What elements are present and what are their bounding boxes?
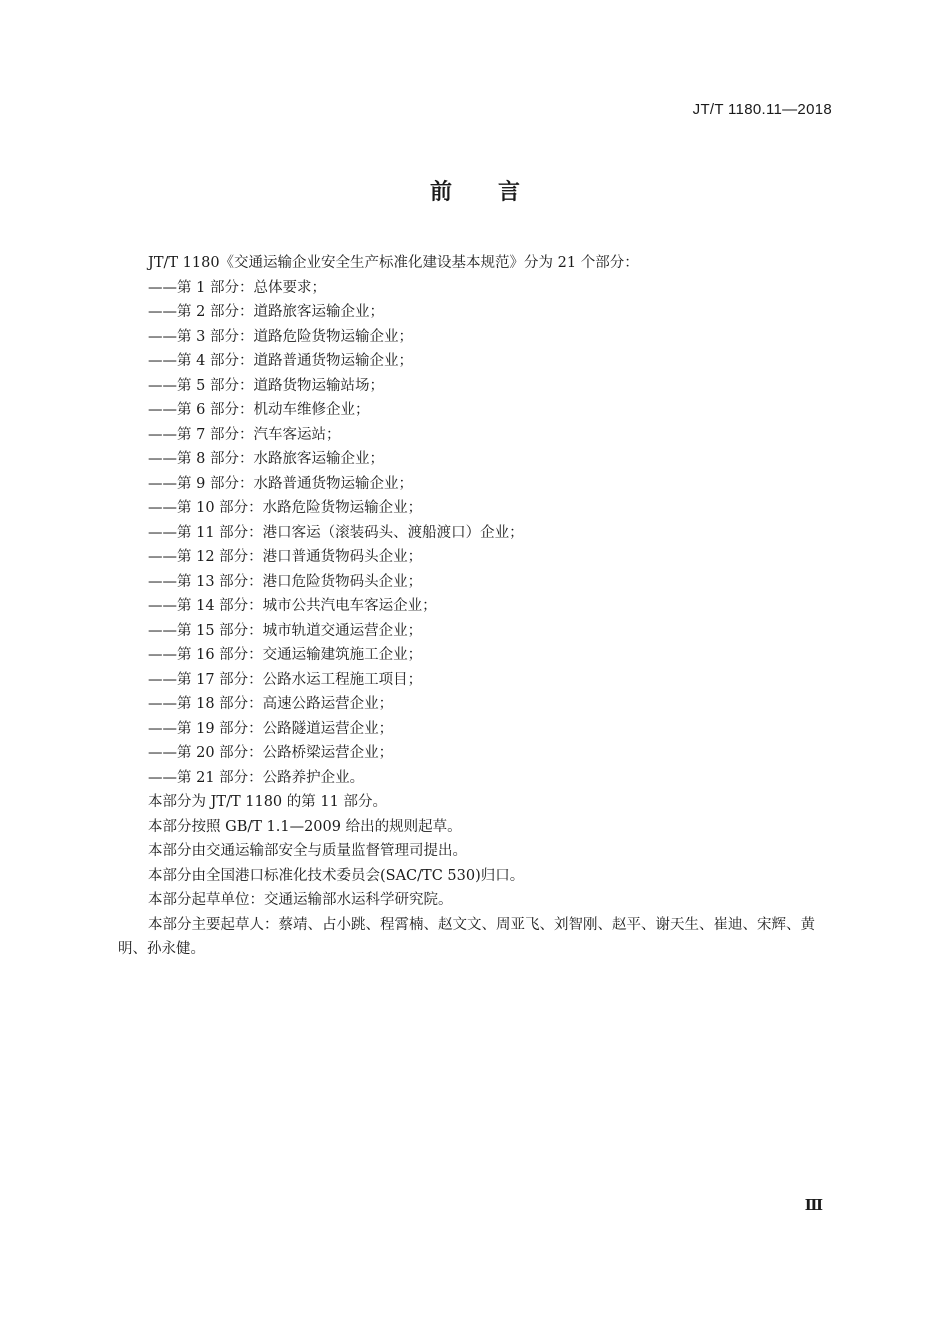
- list-item: ——第 16 部分：交通运输建筑施工企业；: [148, 647, 423, 663]
- part-of-statement: 本部分为 JT/T 1180 的第 11 部分。: [148, 794, 387, 810]
- list-item: ——第 6 部分：机动车维修企业；: [148, 402, 370, 418]
- list-item: ——第 14 部分：城市公共汽电车客运企业；: [148, 598, 437, 614]
- page-number: Ⅲ: [804, 1196, 823, 1214]
- list-item: ——第 7 部分：汽车客运站；: [148, 426, 341, 443]
- list-item: ——第 17 部分：公路水运工程施工项目；: [148, 671, 423, 688]
- parts-list: [118, 276, 834, 791]
- list-item: ——第 13 部分：港口危险货物码头企业；: [148, 573, 423, 590]
- list-item: ——第 4 部分：道路普通货物运输企业；: [148, 353, 413, 369]
- list-item: ——第 11 部分：港口客运（滚装码头、渡船渡口）企业；: [148, 524, 524, 541]
- list-item: ——第 15 部分：城市轨道交通运营企业；: [148, 622, 423, 639]
- drafters-statement: 本部分主要起草人：蔡靖、占小跳、程霄楠、赵文文、周亚飞、刘智刚、赵平、谢天生、崔迪、宋辉、黄明、孙永健。: [118, 916, 815, 957]
- drafting-unit-statement: 本部分起草单位：交通运输部水运科学研究院。: [148, 892, 453, 908]
- standard-code: JT/T 1180.11—2018: [692, 101, 832, 118]
- foreword-body: [118, 251, 834, 962]
- list-item: ——第 1 部分：总体要求；: [148, 279, 326, 296]
- list-item: ——第 5 部分：道路货物运输站场；: [148, 377, 384, 394]
- list-item: ——第 18 部分：高速公路运营企业；: [148, 696, 394, 712]
- page-title: 前言: [429, 180, 566, 205]
- list-item: ——第 8 部分：水路旅客运输企业；: [148, 451, 384, 467]
- centralized-by-statement: 本部分由全国港口标准化技术委员会(SAC/TC 530)归口。: [148, 867, 525, 884]
- intro-paragraph: JT/T 1180《交通运输企业安全生产标准化建设基本规范》分为 21 个部分：: [148, 255, 639, 271]
- drafting-rules-statement: 本部分按照 GB/T 1.1—2009 给出的规则起草。: [148, 818, 462, 835]
- list-item: ——第 10 部分：水路危险货物运输企业；: [148, 500, 423, 516]
- list-item: ——第 2 部分：道路旅客运输企业；: [148, 304, 384, 320]
- list-item: ——第 12 部分：港口普通货物码头企业；: [148, 549, 423, 565]
- list-item: ——第 19 部分：公路隧道运营企业；: [148, 720, 394, 737]
- proposed-by-statement: 本部分由交通运输部安全与质量监督管理司提出。: [148, 843, 467, 859]
- list-item: ——第 21 部分：公路养护企业。: [148, 769, 365, 786]
- list-item: ——第 9 部分：水路普通货物运输企业；: [148, 475, 413, 492]
- list-item: ——第 3 部分：道路危险货物运输企业；: [148, 328, 413, 345]
- list-item: ——第 20 部分：公路桥梁运营企业；: [148, 745, 394, 761]
